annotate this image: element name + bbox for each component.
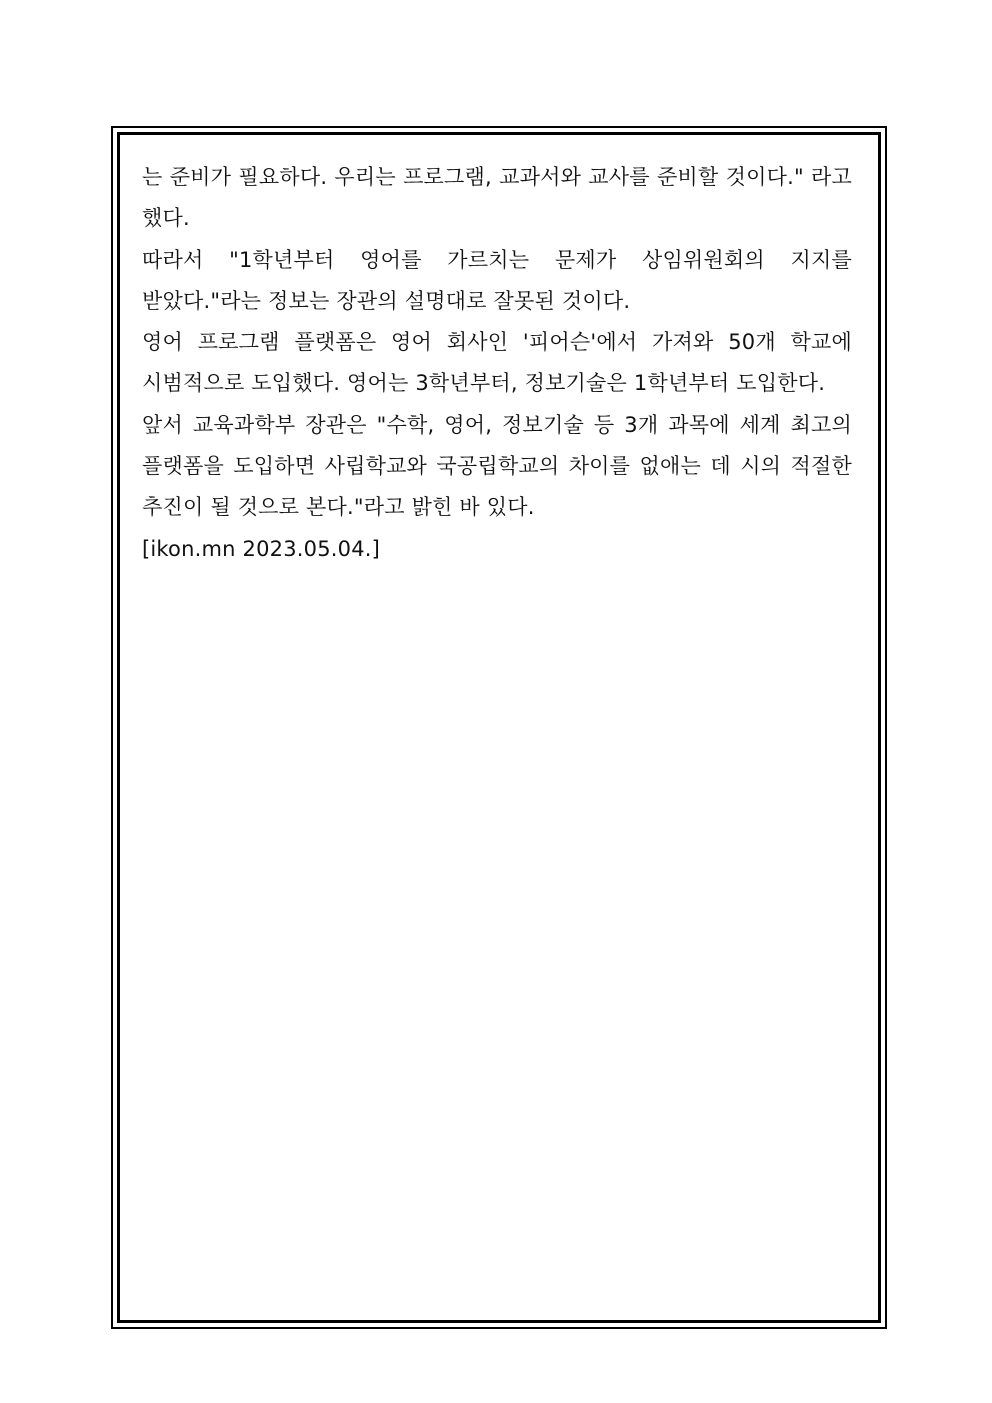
paragraph-minister-statement: 앞서 교육과학부 장관은 "수학, 영어, 정보기술 등 3개 과목에 세계 최고의 플랫폼을 도입하면 사립학교와 국공립학교의 차이를 없애는 데 시의 적절한 추진이 될 것으로 본다."라고 밝힌 바 있다. — [142, 412, 852, 520]
article-body — [142, 157, 852, 570]
paragraph-first-grade-english: 따라서 "1학년부터 영어를 가르치는 문제가 상임위원회의 지지를 받았다."라는 정보는 장관의 설명대로 잘못된 것이다. — [142, 247, 852, 313]
source-citation: [ikon.mn 2023.05.04.] — [142, 536, 381, 561]
paragraph-pearson-platform: 영어 프로그램 플랫폼은 영어 회사인 '피어슨'에서 가져와 50개 학교에 시범적으로 도입했다. 영어는 3학년부터, 정보기술은 1학년부터 도입한다. — [142, 330, 852, 396]
paragraph-preparation: 는 준비가 필요하다. 우리는 프로그램, 교과서와 교사를 준비할 것이다." 라고 했다. — [142, 165, 852, 231]
